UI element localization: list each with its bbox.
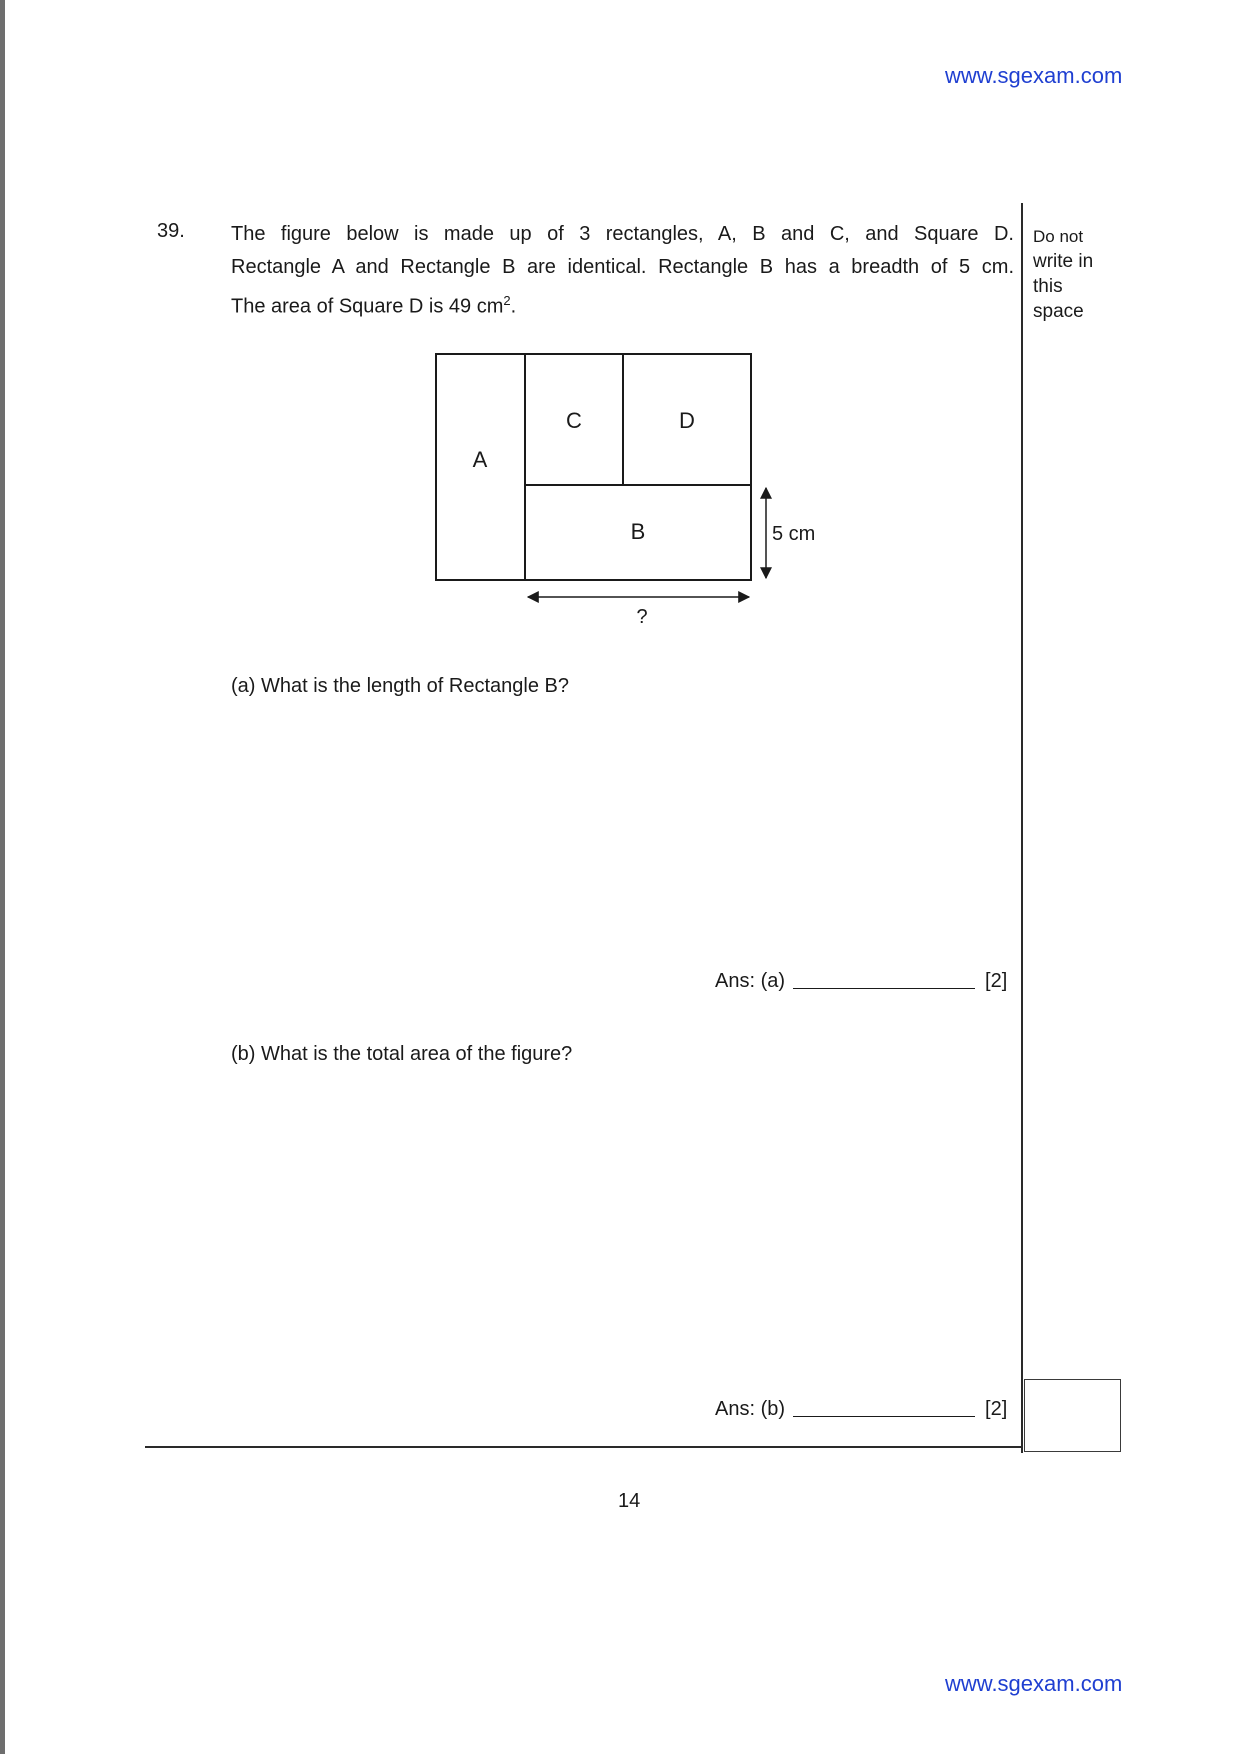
site-url-top[interactable]: www.sgexam.com (945, 63, 1123, 88)
breadth-label: 5 cm (772, 523, 816, 545)
margin-note-line-3: this (1033, 276, 1063, 297)
question-intro (231, 218, 1014, 324)
marks-box (1024, 1379, 1121, 1452)
answer-line-a (715, 970, 1007, 993)
label-d: D (679, 408, 695, 433)
part-b-question: (b) What is the total area of the figure? (231, 1043, 573, 1065)
margin-note (1033, 224, 1113, 324)
rectangles-figure (420, 340, 840, 640)
answer-b-blank[interactable] (793, 1398, 975, 1417)
answer-a-blank[interactable] (793, 970, 975, 989)
part-a-question: (a) What is the length of Rectangle B? (231, 675, 569, 697)
answer-line-b (715, 1398, 1007, 1421)
site-url-bottom[interactable]: www.sgexam.com (945, 1671, 1123, 1696)
answer-a-label: Ans: (a) (715, 970, 786, 992)
intro-line-3 (231, 284, 1014, 324)
squared-superscript: 2 (503, 293, 511, 308)
margin-note-line-1: Do not (1033, 227, 1084, 246)
answer-a-marks: [2] (985, 970, 1008, 992)
intro-line-3-text: The area of Square D is 49 cm (231, 295, 504, 318)
question-number: 39. (157, 220, 185, 242)
label-c: C (566, 408, 582, 433)
answer-b-marks: [2] (985, 1398, 1008, 1420)
intro-end-punct: . (510, 295, 517, 318)
intro-line-2: Rectangle A and Rectangle B are identical. Rectangle B has a breadth of 5 cm. (231, 256, 1014, 278)
answer-b-label: Ans: (b) (715, 1398, 786, 1420)
length-label: ? (636, 606, 648, 628)
label-a: A (472, 447, 488, 472)
intro-line-1: The figure below is made up of 3 rectangles, A, B and C, and Square D. (231, 223, 1014, 245)
margin-divider (1021, 203, 1023, 1453)
label-b: B (630, 519, 646, 544)
margin-note-line-2: write in (1033, 251, 1094, 272)
margin-note-line-4: space (1033, 301, 1084, 322)
bottom-rule (145, 1446, 1023, 1448)
page-number: 14 (618, 1490, 641, 1512)
scan-edge (0, 0, 5, 1754)
